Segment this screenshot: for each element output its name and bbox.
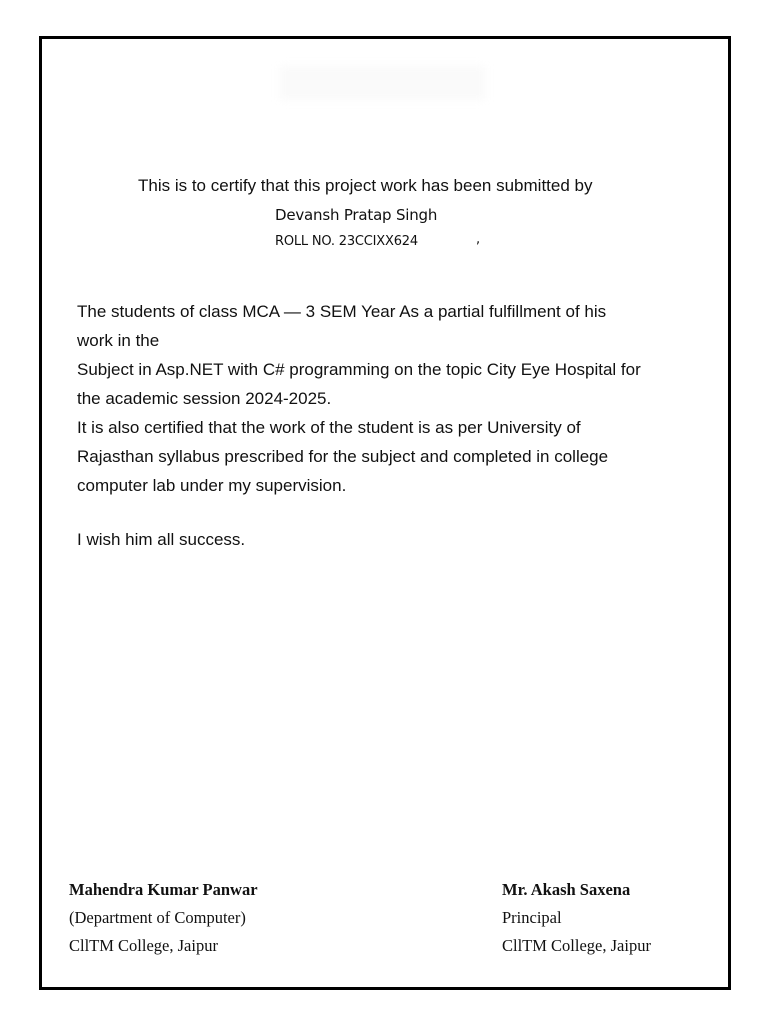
signatory-right [502,876,651,960]
certificate-body [77,297,641,500]
body-line: work in the [77,331,160,350]
body-line: Rajasthan syllabus prescribed for the subject and completed in college [77,447,609,466]
body-line: computer lab under my supervision. [77,476,347,495]
signatory-right-institution: CllTM College, Jaipur [502,936,651,955]
roll-number: ROLL NO. 23CCIXX624 [275,234,418,249]
roll-mark: , [476,232,481,247]
body-line: the academic session 2024-2025. [77,389,332,408]
signatory-left-role: (Department of Computer) [69,908,246,927]
signatory-left [69,876,258,960]
signatory-right-name: Mr. Akash Saxena [502,880,631,899]
blurred-heading [280,66,485,100]
certify-intro: This is to certify that this project work has been submitted by [138,176,593,195]
signatory-left-institution: CllTM College, Jaipur [69,936,218,955]
body-line: The students of class MCA — 3 SEM Year As a partial fulfillment of his [77,302,607,321]
signatory-left-name: Mahendra Kumar Panwar [69,880,258,899]
body-line: It is also certified that the work of the student is as per University of [77,418,581,437]
signatory-right-role: Principal [502,908,562,927]
body-line: Subject in Asp.NET with C# programming on the topic City Eye Hospital for [77,360,641,379]
student-name: Devansh Pratap Singh [275,206,438,224]
wish-line: I wish him all success. [77,530,246,549]
